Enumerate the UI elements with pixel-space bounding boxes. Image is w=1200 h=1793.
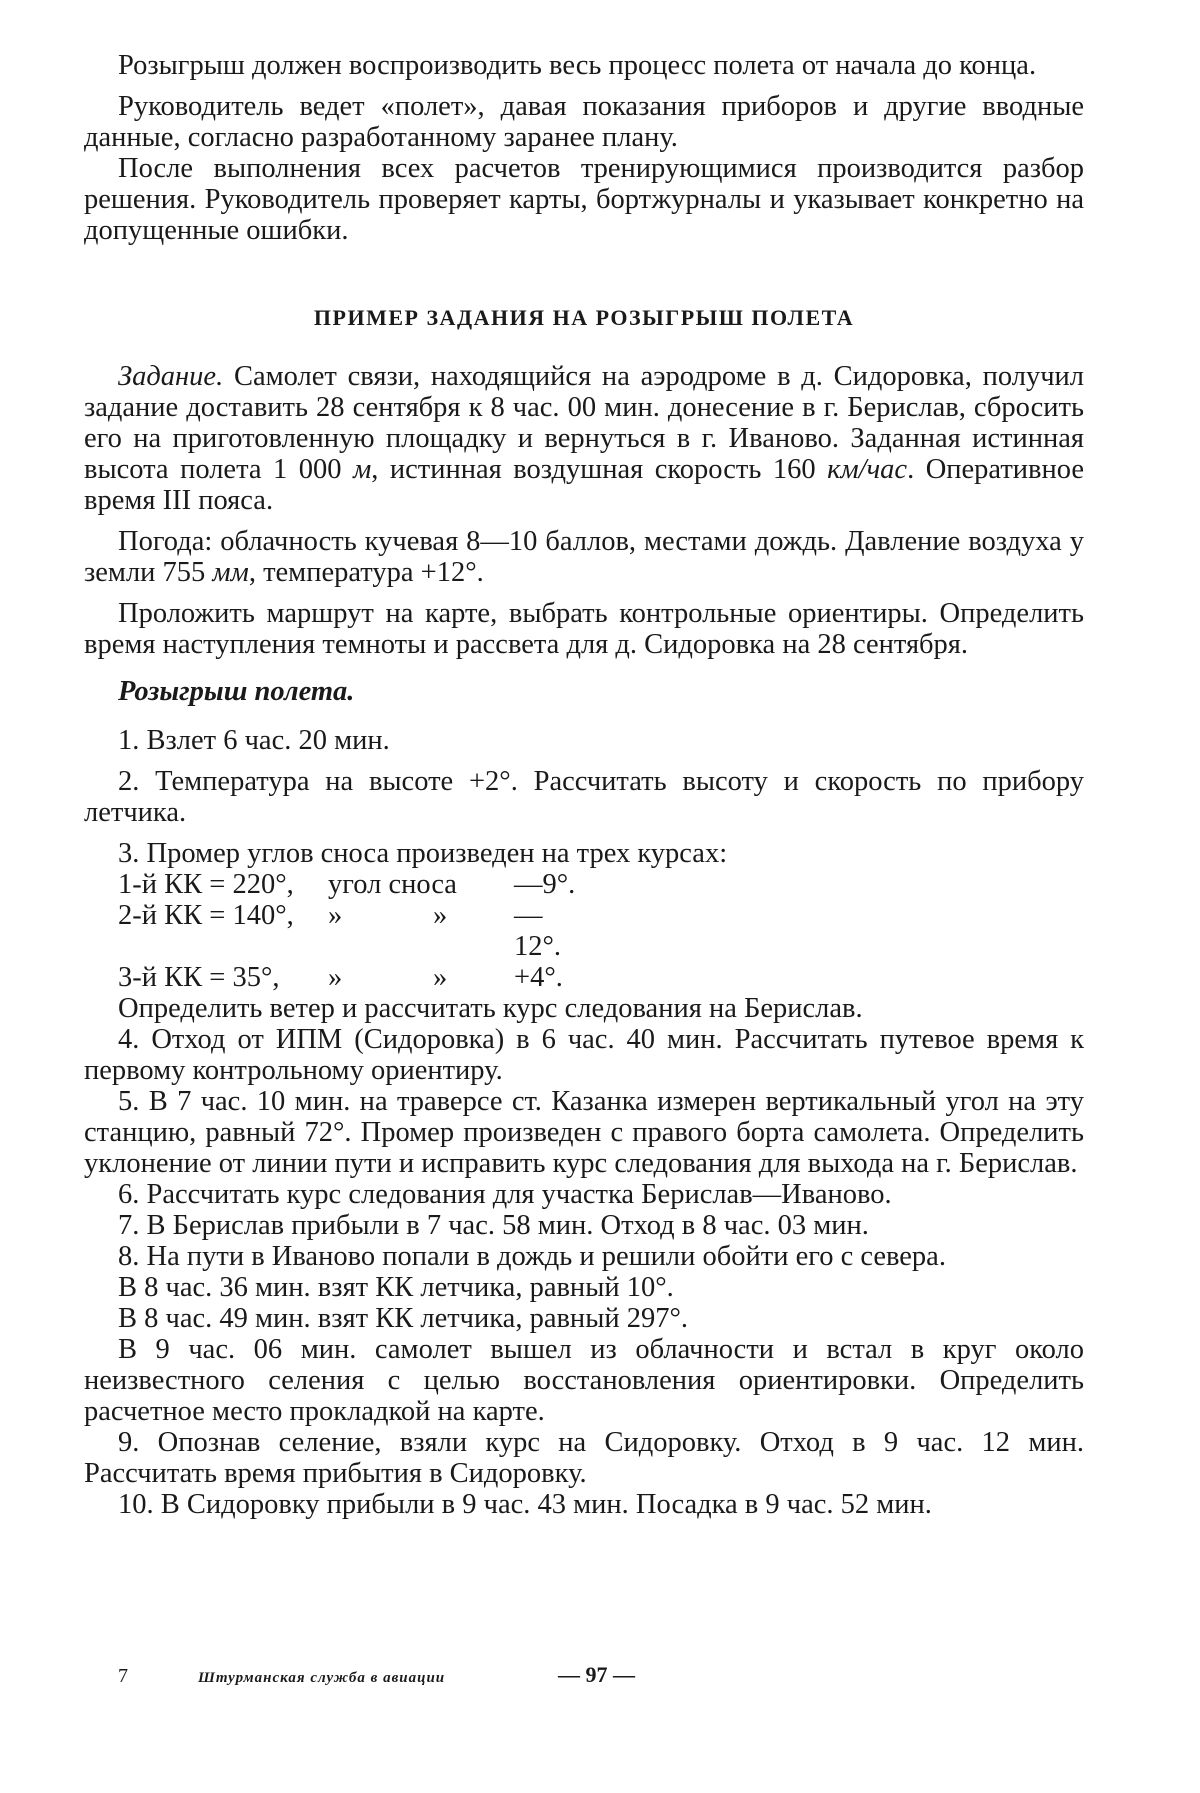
unit-mm: мм [212,557,249,588]
drift-col: » [433,962,448,993]
step-1: 1. Взлет 6 час. 20 мин. [118,725,390,756]
page-number: — 97 — [558,1662,635,1687]
page-body [84,50,1084,1520]
step-3-end: Определить ветер и рассчитать курс следования на Берислав. [118,993,863,1024]
page-footer [118,1662,718,1688]
weather-text-2: , температура +12°. [248,557,484,588]
drift-course: 1-й КК = 220°, [118,869,294,900]
unit-kmh: км/час [827,454,908,485]
drift-col: » [433,900,448,931]
drift-value: +4°. [514,962,563,993]
task-text-3: . Оперативное время III пояса. [84,454,1085,516]
task-paragraph-1 [84,361,1084,516]
weather-text: Погода: облачность кучевая 8—10 баллов, местами дождь. Давление воздуха у земли 755 [84,526,1084,588]
step-7: 7. В Берислав прибыли в 7 час. 58 мин. Отход в 8 час. 03 мин. [118,1210,869,1241]
task-text-2: , истинная воздушная скорость 160 [371,454,816,485]
unit-meters: м [353,454,372,485]
step-9: 9. Опознав селение, взяли курс на Сидоровку. Отход в 9 час. 12 мин. Рассчитать время прибытия в Сидоровку. [84,1427,1084,1489]
intro-paragraph-3: После выполнения всех расчетов тренирующимися производится разбор решения. Руководитель проверяет карты, бортжурналы и указывает конкретно на допущенные ошибки. [84,153,1084,246]
task-text-1: Самолет связи, находящийся на аэродроме в д. Сидоровка, получил задание доставить 28 сентября к 8 час. 00 мин. донесение в г. Берислав, сбросить его на приготовленную площадку и вернуться в г. Иваново. Заданная истинная высота полета 1 000 [84,361,1084,485]
intro-paragraph-2: Руководитель ведет «полет», давая показания приборов и другие вводные данные, согласно разработанному заранее плану. [84,91,1084,153]
step-8b: В 8 час. 49 мин. взят КК летчика, равный 297°. [118,1303,688,1334]
step-6: 6. Рассчитать курс следования для участка Берислав—Иваново. [118,1179,892,1210]
drift-row-1 [118,869,1084,900]
step-5: 5. В 7 час. 10 мин. на траверсе ст. Казанка измерен вертикальный угол на эту станцию, равный 72°. Промер произведен с правого борта самолета. Определить уклонение от линии пути и исправить курс следования для выхода на г. Берислав. [84,1086,1084,1179]
section-title: ПРИМЕР ЗАДАНИЯ НА РОЗЫГРЫШ ПОЛЕТА [313,305,855,330]
drift-col: » [328,962,343,993]
step-3: 3. Промер углов сноса произведен на трех курсах: [118,838,728,869]
step-8: 8. На пути в Иваново попали в дождь и решили обойти его с севера. [118,1241,946,1272]
drift-col: угол сноса [328,869,457,900]
task-label: Задание. [118,361,224,392]
drift-course: 2-й КК = 140°, [118,900,294,931]
drift-row-3 [118,962,1084,993]
drift-value: —9°. [514,869,576,900]
drift-row-2 [118,900,1084,962]
drift-value: —12°. [514,900,562,962]
running-title: Штурманская служба в авиации [198,1670,446,1686]
task-paragraph-3: Проложить маршрут на карте, выбрать контрольные ориентиры. Определить время наступления темноты и рассвета для д. Сидоровка на 28 сентября. [84,598,1084,660]
signature-mark: 7 [118,1665,128,1687]
drift-col: » [328,900,343,931]
flight-heading: Розыгрыш полета. [118,676,355,707]
step-10: 10. В Сидоровку прибыли в 9 час. 43 мин. Посадка в 9 час. 52 мин. [118,1489,932,1520]
step-8a: В 8 час. 36 мин. взят КК летчика, равный 10°. [118,1272,674,1303]
step-2: 2. Температура на высоте +2°. Рассчитать высоту и скорость по прибору летчика. [84,766,1084,828]
step-8c: В 9 час. 06 мин. самолет вышел из облачности и встал в круг около неизвестного селения с целью восстановления ориентировки. Определить расчетное место прокладкой на карте. [84,1334,1084,1427]
task-paragraph-2 [84,526,1084,588]
step-4: 4. Отход от ИПМ (Сидоровка) в 6 час. 40 мин. Рассчитать путевое время к первому контрольному ориентиру. [84,1024,1084,1086]
intro-paragraph-1: Розыгрыш должен воспроизводить весь процесс полета от начала до конца. [118,50,1037,81]
drift-course: 3-й КК = 35°, [118,962,280,993]
